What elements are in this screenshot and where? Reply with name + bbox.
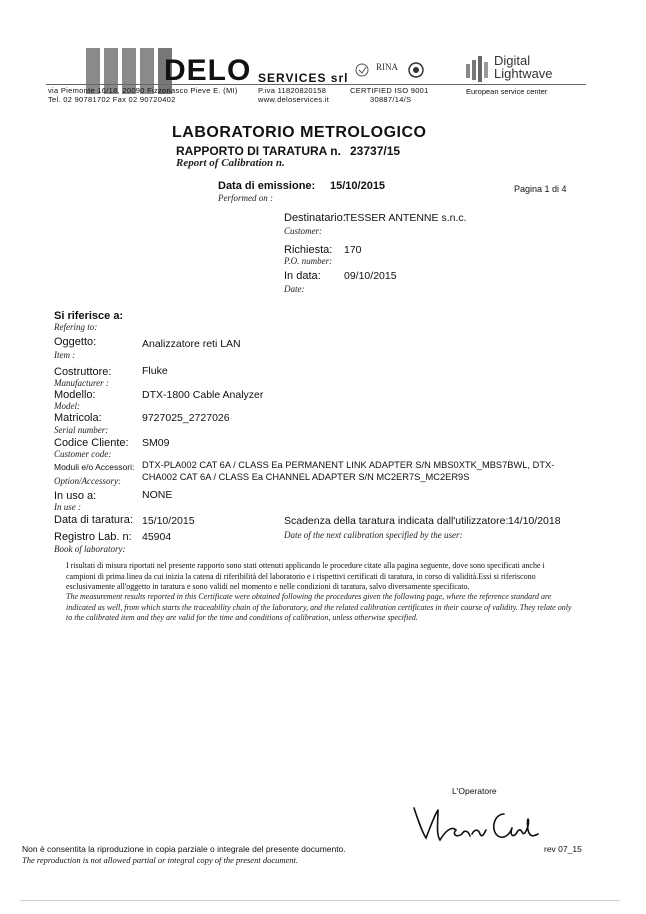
issue-date: 15/10/2015: [330, 180, 386, 192]
item-value: Analizzatore reti LAN: [142, 338, 241, 350]
iso-certification: CERTIFIED ISO 9001: [350, 86, 429, 95]
notes-english: The measurement results reported in this Certificate were obtained following the procedures given the following page, where the reference standard are indicated as well, from which starts the traceability chain of the laboratory, and the related calibration certificates in their course of validity. They relate only to the calibrated item and they are valid for the time and conditions of calibration, unless otherwise specified.: [66, 592, 572, 622]
manufacturer-value: Fluke: [142, 365, 168, 377]
footer-divider: [20, 900, 620, 901]
manufacturer-label-en: Manufacturer :: [54, 378, 109, 388]
lab-title: LABORATORIO METROLOGICO: [172, 124, 427, 141]
refers-to-label: Si riferisce a:: [54, 310, 124, 322]
customer-label: Destinatario:: [284, 212, 346, 224]
revision-code: rev 07_15: [544, 844, 582, 854]
request-date-label: In data:: [284, 270, 321, 282]
serial-label: Matricola:: [54, 412, 102, 424]
po-label: Richiesta:: [284, 244, 333, 256]
report-number: 23737/15: [350, 144, 401, 158]
expiry-label-en: Date of the next calibration specified by the user:: [284, 530, 463, 540]
expiry-label: Scadenza della taratura indicata dall'utilizzatore:: [284, 515, 509, 527]
company-address: via Piemonte 16/18, 20090 Fizzonasco Pieve E. (MI): [48, 86, 238, 95]
accessories-label-en: Option/Accessory:: [54, 476, 121, 486]
serial-value: 9727025_2727026: [142, 412, 230, 424]
company-logo: DELO: [164, 54, 252, 87]
operator-signature: [412, 800, 542, 850]
header-divider: [46, 84, 586, 85]
customer-label-en: Customer:: [284, 226, 322, 236]
expiry-value: 14/10/2018: [508, 515, 561, 527]
in-use-value: NONE: [142, 489, 173, 501]
company-phone: Tel. 02 90781702 Fax 02 90720402: [48, 95, 176, 104]
customer-code-value: SM09: [142, 437, 170, 449]
accessories-value-line2: CHA002 CAT 6A / CLASS Ea CHANNEL ADAPTER S/N MC2ER7S_MC2ER9S: [142, 472, 470, 482]
report-label: RAPPORTO DI TARATURA n.: [176, 144, 341, 158]
lab-register-label-en: Book of laboratory:: [54, 544, 126, 554]
request-date-value: 09/10/2015: [344, 270, 397, 282]
serial-label-en: Serial number:: [54, 425, 109, 435]
digital-lightwave-logo-icon: [466, 56, 490, 84]
refers-to-label-en: Refering to:: [54, 322, 98, 332]
iso-certificate-number: 30887/14/S: [370, 95, 412, 104]
issue-date-label-en: Performed on :: [218, 193, 273, 203]
item-label: Oggetto:: [54, 336, 97, 348]
partner-subtitle: European service center: [466, 87, 548, 96]
calibration-date-label: Data di taratura:: [54, 514, 133, 526]
accessories-label: Moduli e/o Accessori:: [54, 462, 135, 472]
company-suffix: SERVICES srl: [258, 71, 349, 85]
rina-label: RINA: [376, 62, 398, 72]
issue-date-label: Data di emissione:: [218, 180, 316, 192]
in-use-label: In uso a:: [54, 490, 97, 502]
in-use-label-en: In use :: [54, 502, 81, 512]
footer-notice-english: The reproduction is not allowed partial or integral copy of the present document.: [22, 855, 298, 865]
lab-register-value: 45904: [142, 531, 172, 543]
model-value: DTX-1800 Cable Analyzer: [142, 389, 264, 401]
model-label: Modello:: [54, 389, 96, 401]
po-value: 170: [344, 244, 362, 256]
notes-italian: I risultati di misura riportati nel presente rapporto sono stati ottenuti applicando le procedure citate alla pagina seguente, dove sono specificati anche i campioni di prima linea da cui inizia la catena di riferibilità del laboratorio e i rispettivi certificati di taratura, in corso di validità.Essi si riferiscono esclusivamente all'oggetto in taratura e sono validi nel momento e nelle condizioni di taratura, salvo diversamente specificato.: [66, 561, 545, 591]
request-date-label-en: Date:: [284, 284, 305, 294]
calibration-date-value: 15/10/2015: [142, 515, 195, 527]
lab-register-label: Registro Lab. n:: [54, 531, 132, 543]
manufacturer-label: Costruttore:: [54, 366, 112, 378]
report-label-en: Report of Calibration n.: [176, 157, 285, 169]
operator-label: L'Operatore: [452, 786, 497, 796]
customer-code-label: Codice Cliente:: [54, 437, 129, 449]
page-number: Pagina 1 di 4: [514, 184, 567, 194]
customer-value: TESSER ANTENNE s.n.c.: [344, 212, 467, 224]
item-label-en: Item :: [54, 350, 76, 360]
accessories-value-line1: DTX-PLA002 CAT 6A / CLASS Ea PERMANENT LINK ADAPTER S/N MBS0XTK_MBS7BWL, DTX-: [142, 460, 555, 470]
model-label-en: Model:: [54, 401, 80, 411]
footer-notice-italian: Non è consentita la riproduzione in copia parziale o integrale del presente documento.: [22, 844, 346, 854]
customer-code-label-en: Customer code:: [54, 449, 112, 459]
company-website: www.deloservices.it: [258, 95, 330, 104]
partner-logo-text: Digital Lightwave: [494, 53, 553, 81]
company-vat: P.iva 11820820158: [258, 86, 327, 95]
po-label-en: P.O. number:: [284, 256, 333, 266]
